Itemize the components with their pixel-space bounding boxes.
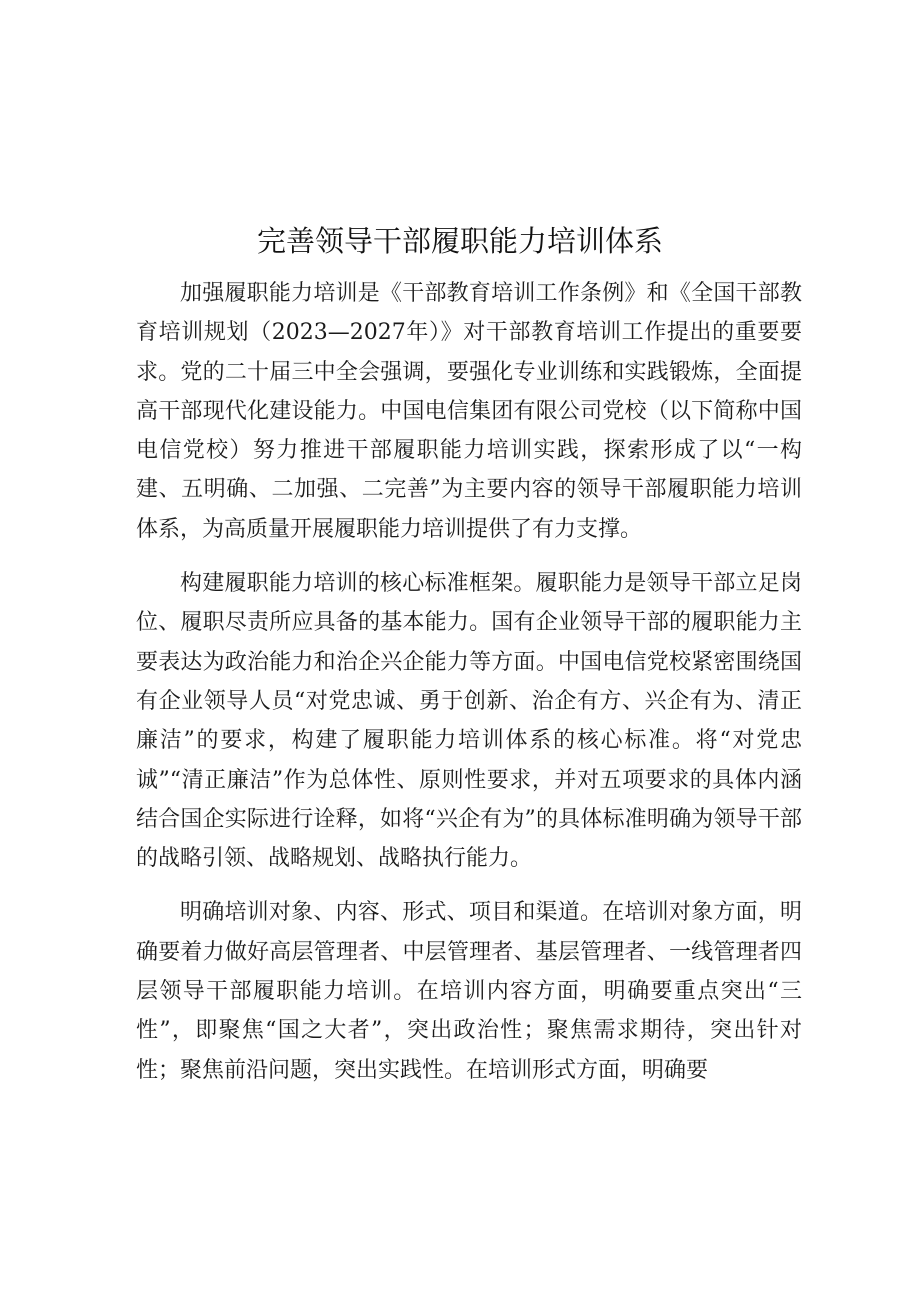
document-title: 完善领导干部履职能力培训体系	[256, 224, 663, 258]
document-body	[136, 274, 802, 1105]
paragraph-2: 构建履职能力培训的核心标准框架。履职能力是领导干部立足岗位、履职尽责所应具备的基本能力。国有企业领导干部的履职能力主要表达为政治能力和治企兴企能力等方面。中国电信党校紧密围绕国有企业领导人员“对党忠诚、勇于创新、治企有方、兴企有为、清正廉洁”的要求，构建了履职能力培训体系的核心标准。将“对党忠诚”“清正廉洁”作为总体性、原则性要求，并对五项要求的具体内涵结合国企实际进行诠释，如将“兴企有为”的具体标准明确为领导干部的战略引领、战略规划、战略执行能力。	[136, 571, 802, 872]
paragraph-1: 加强履职能力培训是《干部教育培训工作条例》和《全国干部教育培训规划（2023—2027年）》对干部教育培训工作提出的重要要求。党的二十届三中全会强调，要强化专业训练和实践锻炼，全面提高干部现代化建设能力。中国电信集团有限公司党校（以下简称中国电信党校）努力推进干部履职能力培训实践，探索形成了以“一构建、五明确、二加强、二完善”为主要内容的领导干部履职能力培训体系，为高质量开展履职能力培训提供了有力支撑。	[136, 281, 802, 542]
paragraph-3: 明确培训对象、内容、形式、项目和渠道。在培训对象方面，明确要着力做好高层管理者、中层管理者、基层管理者、一线管理者四层领导干部履职能力培训。在培训内容方面，明确要重点突出“三性”，即聚焦“国之大者”，突出政治性；聚焦需求期待，突出针对性；聚焦前沿问题，突出实践性。在培训形式方面，明确要	[136, 900, 802, 1083]
